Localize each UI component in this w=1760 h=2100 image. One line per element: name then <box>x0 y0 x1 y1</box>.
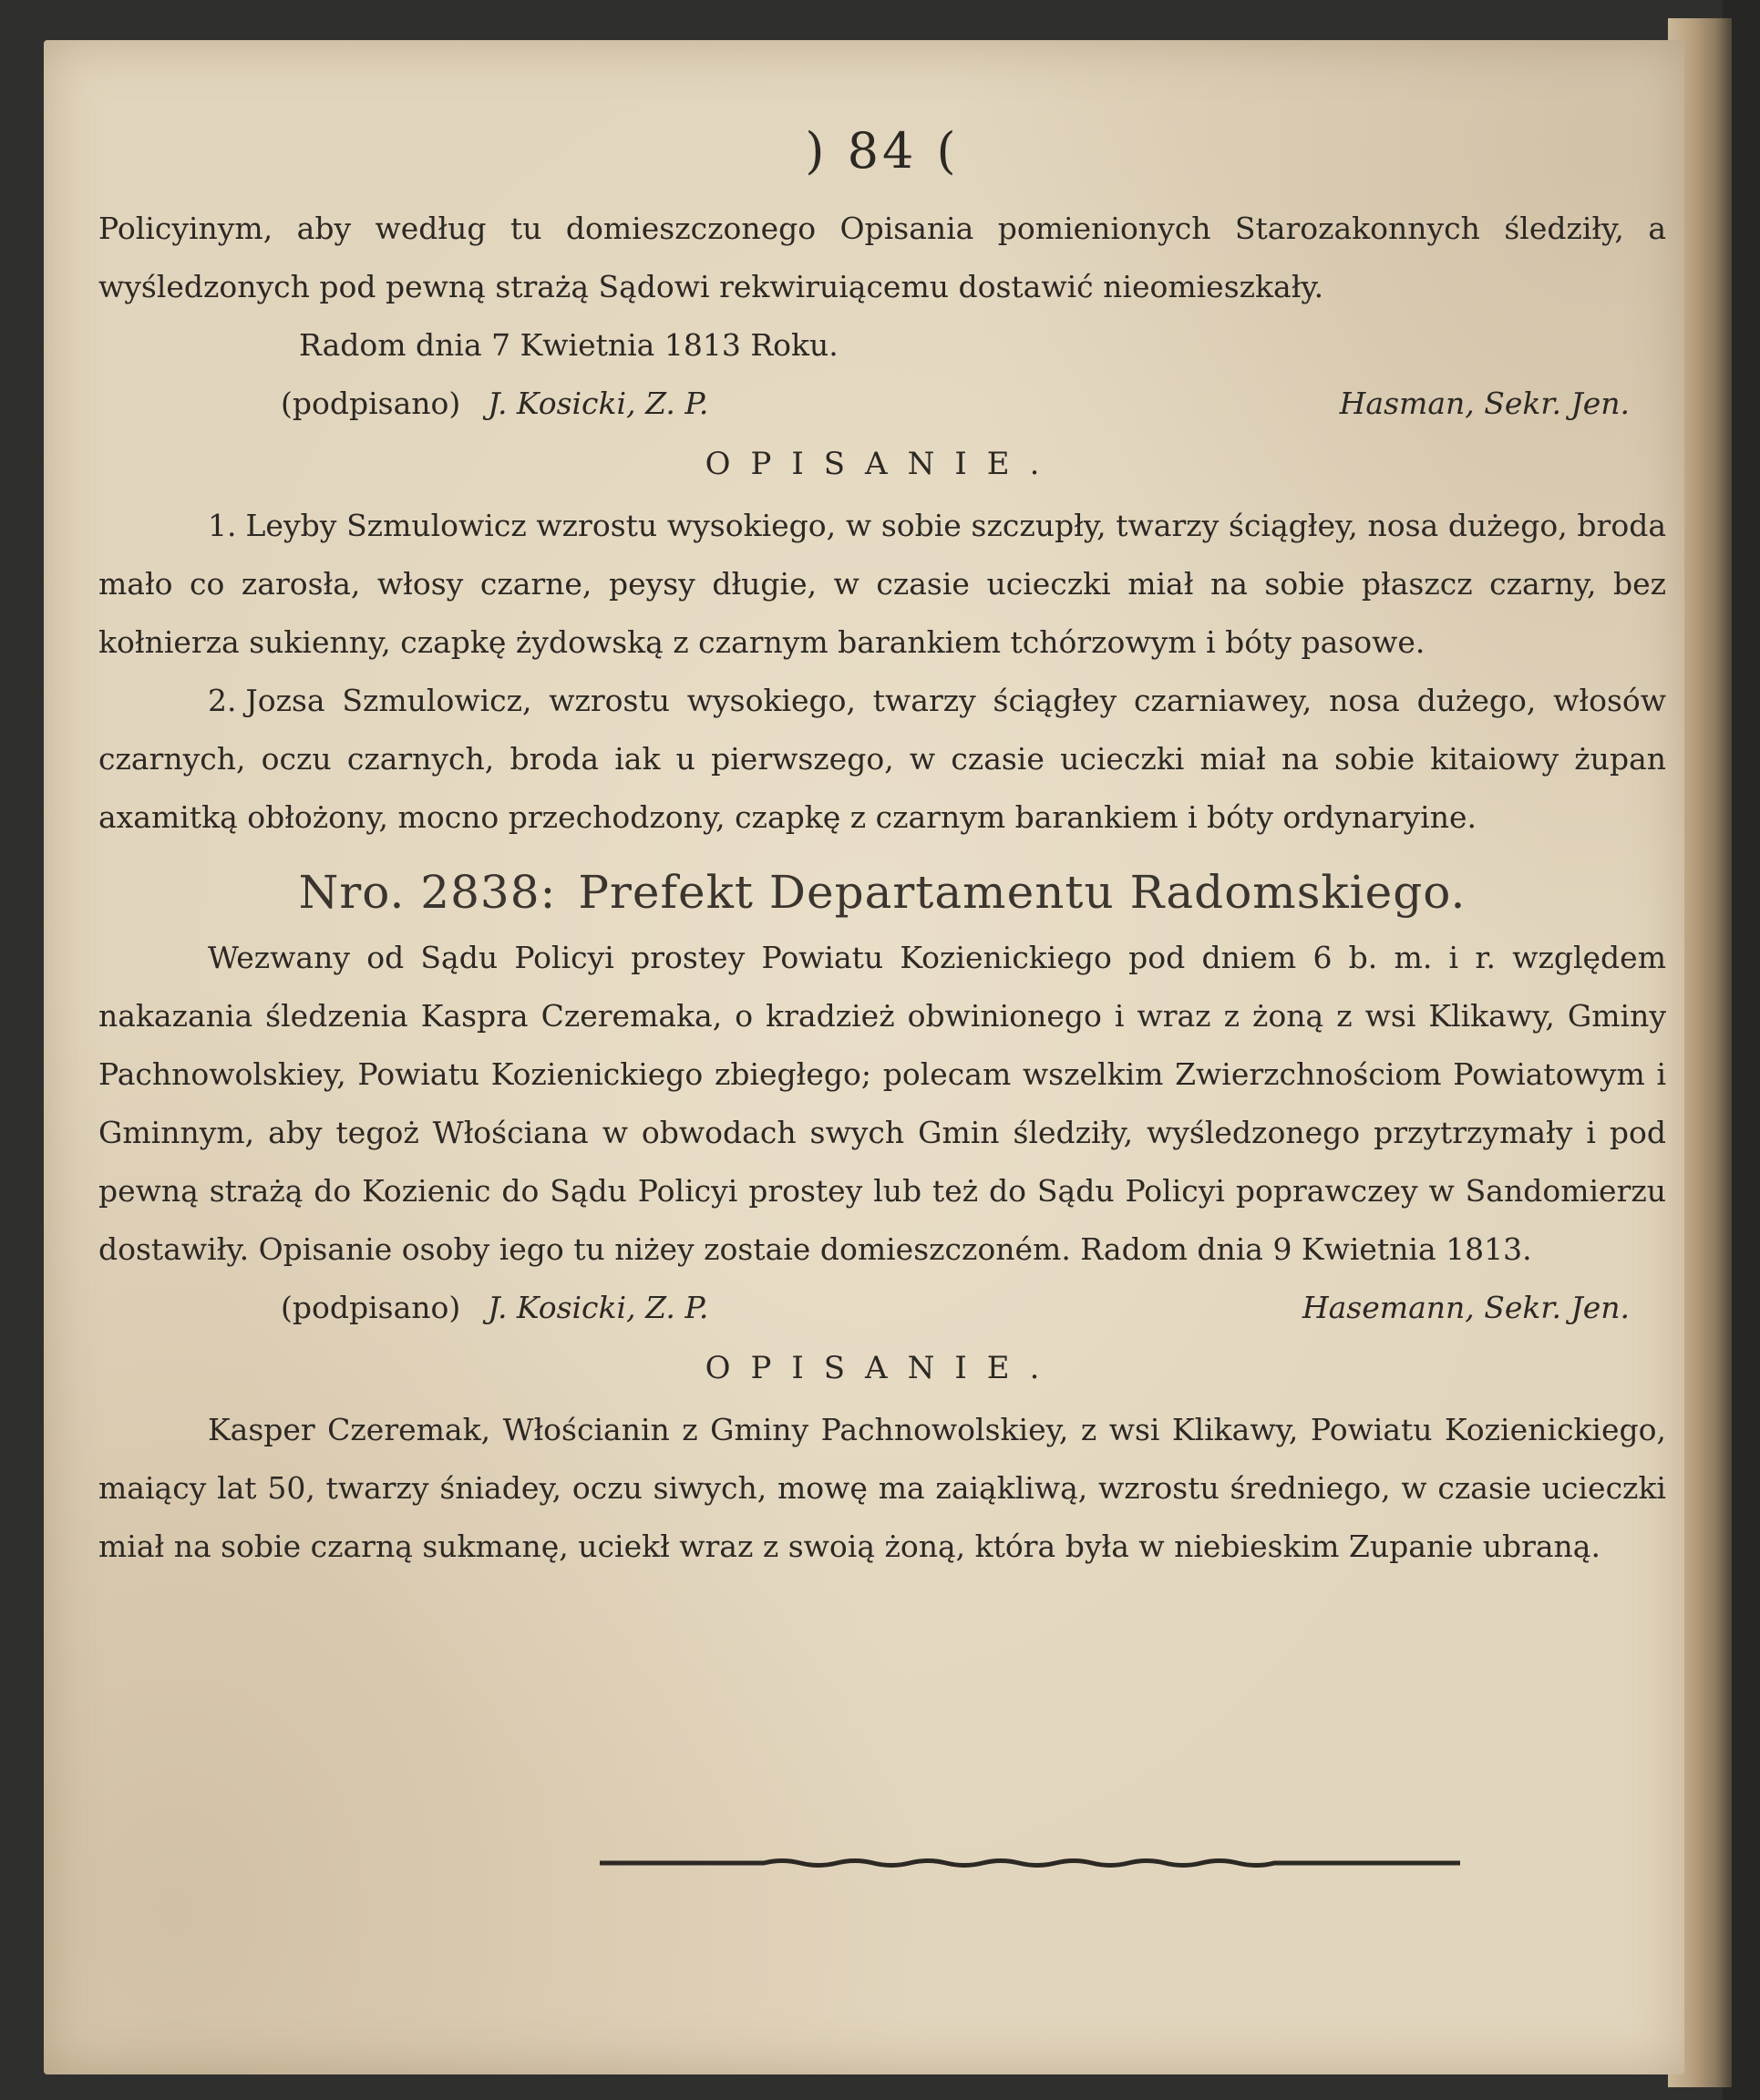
doc1-item-2 <box>98 672 1666 847</box>
doc2-body: Wezwany od Sądu Policyi prostey Powiatu Kozienickiego pod dniem 6 b. m. i r. względem nakazania śledzenia Kaspra Czeremaka, o kradzież obwinionego i wraz z żoną z wsi Klikawy, Gminy Pachnowolskiey, Powiatu Kozienickiego zbiegłego; polecam wszelkim Zwierzchnościom Powiatowym i Gminnym, aby tegoż Włościana w obwodach swych Gmin śledziły, wyśledzonego przytrzymały i pod pewną strażą do Kozienic do Sądu Policyi prostey lub też do Sądu Policyi poprawczey w Sandomierzu dostawiły. Opisanie osoby iego tu niżey zostaie domieszczoném. Radom dnia 9 Kwietnia 1813. <box>98 940 1666 1267</box>
paper-page <box>44 40 1684 2074</box>
doc1-item-1-number: 1. <box>208 508 237 543</box>
page-number: ) 84 ( <box>805 122 960 180</box>
doc2-signature-left <box>281 1279 708 1337</box>
doc2-secretary: Hasemann, Sekr. Jen. <box>1302 1290 1630 1325</box>
doc2-signer: J. Kosicki, Z. P. <box>488 1290 709 1325</box>
page-text <box>98 122 1666 1576</box>
doc1-signed-label: (podpisano) <box>281 386 461 421</box>
doc1-signature-left <box>281 375 708 433</box>
doc2-signature-line <box>98 1279 1666 1337</box>
doc1-description-heading: OPISANIE. <box>705 446 1060 482</box>
doc1-item-1 <box>98 497 1666 672</box>
doc2-title: Prefekt Departamentu Radomskiego. <box>578 866 1467 919</box>
doc1-item-2-text: Jozsa Szmulowicz, wzrostu wysokiego, twarzy ściągłey czarniawey, nosa dużego, włosów czarnych, oczu czarnych, broda iak u pierwszego, w czasie ucieczki miał na sobie kitaiowy żupan axamitką obłożony, mocno przechodzony, czapkę z czarnym barankiem i bóty ordynaryine. <box>98 683 1666 835</box>
doc2-heading <box>98 856 1666 929</box>
doc2-description-heading: OPISANIE. <box>705 1350 1060 1386</box>
doc1-date: Radom dnia 7 Kwietnia 1813 Roku. <box>299 327 839 363</box>
doc1-signer: J. Kosicki, Z. P. <box>488 386 709 421</box>
doc2-description: Kasper Czeremak, Włościanin z Gminy Pachnowolskiey, z wsi Klikawy, Powiatu Kozienickiego, maiący lat 50, twarzy śniadey, oczu siwych, mowę ma zaiąkliwą, wzrostu średniego, w czasie ucieczki miał na sobie czarną sukmanę, uciekł wraz z swoią żoną, która była w niebieskim Zupanie ubraną. <box>98 1412 1666 1564</box>
doc1-item-1-text: Leyby Szmulowicz wzrostu wysokiego, w sobie szczupły, twarzy ściągłey, nosa dużego, broda mało co zarosła, włosy czarne, peysy długie, w czasie ucieczki miał na sobie płaszcz czarny, bez kołnierza sukienny, czapkę żydowską z czarnym barankiem tchórzowym i bóty pasowe. <box>98 508 1666 660</box>
doc1-item-2-number: 2. <box>208 683 237 718</box>
doc2-number: Nro. 2838: <box>298 866 557 919</box>
doc1-secretary: Hasman, Sekr. Jen. <box>1339 386 1630 421</box>
doc1-signature-line <box>98 375 1666 433</box>
doc2-signed-label: (podpisano) <box>281 1290 461 1325</box>
decorative-rule <box>600 1856 1460 1870</box>
doc1-intro: Policyinym, aby według tu domieszczonego Opisania pomienionych Starozakonnych śledziły, a wyśledzonych pod pewną strażą Sądowi rekwiruiącemu dostawić nieomieszkały. <box>98 211 1666 304</box>
